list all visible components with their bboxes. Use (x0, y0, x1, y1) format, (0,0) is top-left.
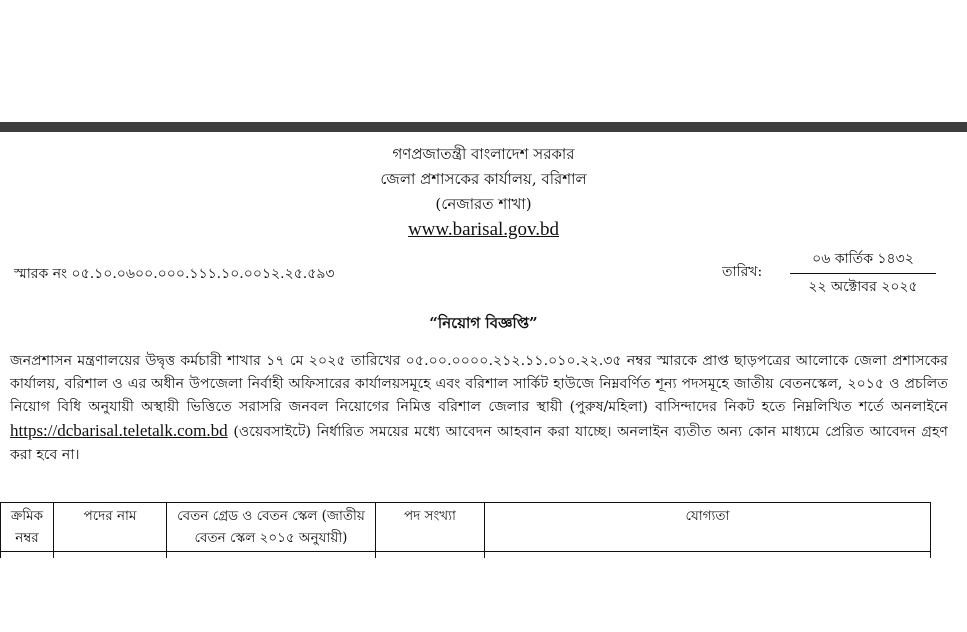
table-cell (485, 552, 931, 559)
date-label: তারিখ: (722, 264, 763, 280)
notice-body (10, 350, 948, 467)
table-header-row (1, 503, 931, 552)
government-name: গণপ্রজাতন্ত্রী বাংলাদেশ সরকার (392, 145, 575, 163)
top-divider-bar (0, 122, 967, 132)
header-qualification: যোগ্যতা (485, 503, 931, 552)
table-cell (54, 552, 167, 559)
header-post-count: পদ সংখ্যা (376, 503, 485, 552)
header-post-name: পদের নাম (54, 503, 167, 552)
date-block (790, 248, 936, 300)
posts-table (0, 502, 931, 558)
header-serial: ক্রমিক নম্বর (1, 503, 54, 552)
letterhead (0, 142, 967, 243)
header-pay-grade: বেতন গ্রেড ও বেতন স্কেল (জাতীয় বেতন স্কেল ২০১৫ অনুযায়ী) (167, 503, 376, 552)
date-bangla: ০৬ কার্তিক ১৪৩২ (790, 248, 936, 274)
table-cell (376, 552, 485, 559)
branch-name: (নেজারত শাখা) (435, 195, 532, 213)
notice-title: “নিয়োগ বিজ্ঞপ্তি” (429, 314, 538, 332)
memo-number: স্মারক নং ০৫.১০.০৬০০.০০০.১১১.১০.০০১২.২৫.৫৯৩ (14, 266, 335, 282)
table-cell (1, 552, 54, 559)
application-link[interactable]: https://dcbarisal.teletalk.com.bd (10, 421, 228, 440)
date-english: ২২ অক্টোবর ২০২৫ (808, 279, 918, 295)
table-row (1, 552, 931, 559)
website-link[interactable]: www.barisal.gov.bd (407, 219, 560, 240)
office-name: জেলা প্রশাসকের কার্যালয়, বরিশাল (380, 170, 587, 188)
notice-body-part1: জনপ্রশাসন মন্ত্রণালয়ের উদ্বৃত্ত কর্মচারী শাখার ১৭ মে ২০২৫ তারিখের ০৫.০০.০০০০.২১২.১১.০১০.২২.৩৫ নম্বর স্মারকে প্রাপ্ত ছাড়পত্রের আলোকে জেলা প্রশাসকের কার্যালয়, বরিশাল ও এর অধীন উপজেলা নির্বাহী অফিসারের কার্যালয়সমূহে এবং বরিশাল সার্কিট হাউজে নিম্নবর্ণিত শূন্য পদসমূহে জাতীয় বেতনস্কেল, ২০১৫ ও প্রচলিত নিয়োগ বিধি অনুযায়ী অস্থায়ী ভিত্তিতে সরাসরি জনবল নিয়োগের নিমিত্ত বরিশাল জেলার স্থায়ী (পুরুষ/মহিলা) বাসিন্দাদের নিকট হতে নিম্নলিখিত শর্তে অনলাইনে (10, 353, 948, 415)
table-cell (167, 552, 376, 559)
notice-body-part2: (ওয়েবসাইটে) নির্ধারিত সময়ের মধ্যে আবেদন আহবান করা যাচ্ছে। অনলাইন ব্যতীত অন্য কোন মাধ্যমে প্রেরিত আবেদন গ্রহণ করা হবে না। (10, 424, 949, 463)
